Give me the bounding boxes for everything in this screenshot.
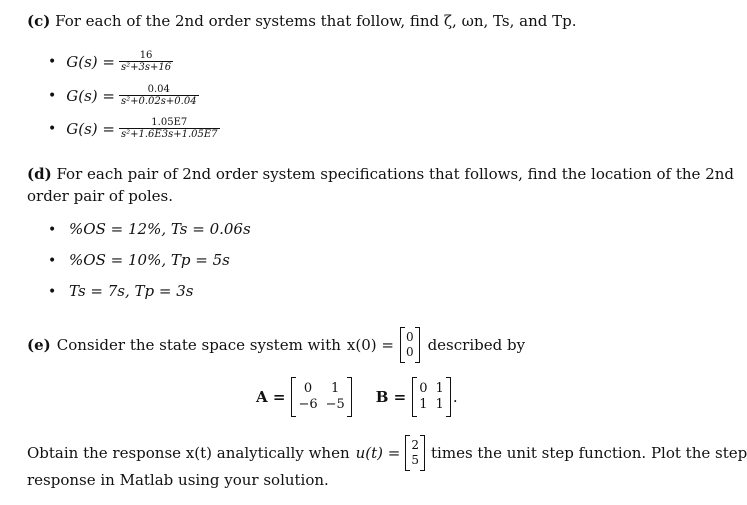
bullet-icon: • xyxy=(48,87,57,104)
transfer-fraction xyxy=(119,50,173,73)
system-1 xyxy=(48,50,173,73)
matrix-a-entry: 1 xyxy=(331,381,340,396)
bullet-icon: • xyxy=(48,253,57,269)
numerator: 1.05E7 xyxy=(151,117,188,128)
u-label: u(t) = xyxy=(355,444,401,462)
right-bracket xyxy=(347,377,352,417)
part-d-line2: order pair of poles. xyxy=(27,187,174,205)
right-bracket xyxy=(446,377,451,417)
system-2 xyxy=(48,84,199,107)
x0-vector xyxy=(400,328,420,362)
matrix-a xyxy=(291,378,351,416)
matrix-a-entry: −6 xyxy=(298,397,318,412)
system-3 xyxy=(48,117,220,140)
part-d-question xyxy=(27,163,734,207)
matrix-b-label: B = xyxy=(375,388,407,406)
system-lhs: G(s) = xyxy=(66,86,115,105)
system-lhs: G(s) = xyxy=(66,119,115,138)
response-after: times the unit step function. Plot the step xyxy=(431,444,747,462)
denominator: s²+3s+16 xyxy=(121,62,172,73)
part-e-described: described by xyxy=(427,336,526,354)
matrix-a-label: A = xyxy=(256,388,286,406)
part-c-label: (c) xyxy=(27,12,51,30)
matrix-b xyxy=(412,378,451,416)
bullet-icon: • xyxy=(48,120,57,137)
period: . xyxy=(452,388,458,406)
spec-1 xyxy=(48,220,251,238)
part-e-last-line: response in Matlab using your solution. xyxy=(27,471,329,489)
x0-entry: 0 xyxy=(405,345,414,359)
spec-text: %OS = 12%, Ts = 0.06s xyxy=(69,220,251,238)
bullet-icon: • xyxy=(48,222,57,238)
right-bracket xyxy=(420,435,425,471)
part-d-line1: For each pair of 2nd order system specifications that follows, find the location of the 2nd xyxy=(56,165,734,183)
response-text: Obtain the response x(t) analytically when xyxy=(27,444,350,462)
matrix-b-entry: 1 xyxy=(435,381,444,396)
matrix-a-entry: 0 xyxy=(303,381,313,396)
numerator: 16 xyxy=(139,50,153,61)
part-e-question xyxy=(27,328,525,362)
bullet-icon: • xyxy=(48,53,57,70)
numerator: 0.04 xyxy=(147,84,170,95)
spec-text: %OS = 10%, Tp = 5s xyxy=(69,251,230,269)
denominator: s²+1.6E3s+1.05E7 xyxy=(121,129,218,140)
spec-3 xyxy=(48,282,194,300)
part-c-text: For each of the 2nd order systems that follow, find ζ, ωn, Ts, and Tp. xyxy=(55,12,577,30)
state-matrices xyxy=(256,378,458,416)
transfer-fraction xyxy=(119,84,199,107)
part-e-label: (e) xyxy=(27,336,51,354)
u-entry: 2 xyxy=(411,438,420,452)
transfer-fraction xyxy=(119,117,220,140)
u-entry: 5 xyxy=(411,453,420,467)
part-e-text: Consider the state space system with xyxy=(56,336,341,354)
matrix-b-entry: 0 xyxy=(419,381,428,396)
denominator: s²+0.02s+0.04 xyxy=(121,96,197,107)
matrix-a-entry: −5 xyxy=(325,397,345,412)
system-lhs: G(s) = xyxy=(66,52,115,71)
part-e-response xyxy=(27,436,747,470)
u-vector xyxy=(405,436,425,470)
spec-text: Ts = 7s, Tp = 3s xyxy=(69,282,194,300)
matrix-b-entry: 1 xyxy=(435,397,444,412)
matrix-b-entry: 1 xyxy=(419,397,428,412)
x0-label: x(0) = xyxy=(346,336,394,354)
part-d-label: (d) xyxy=(27,165,52,183)
part-c-question xyxy=(27,10,577,32)
bullet-icon: • xyxy=(48,284,57,300)
right-bracket xyxy=(415,327,420,363)
spec-2 xyxy=(48,251,230,269)
x0-entry: 0 xyxy=(405,330,414,344)
